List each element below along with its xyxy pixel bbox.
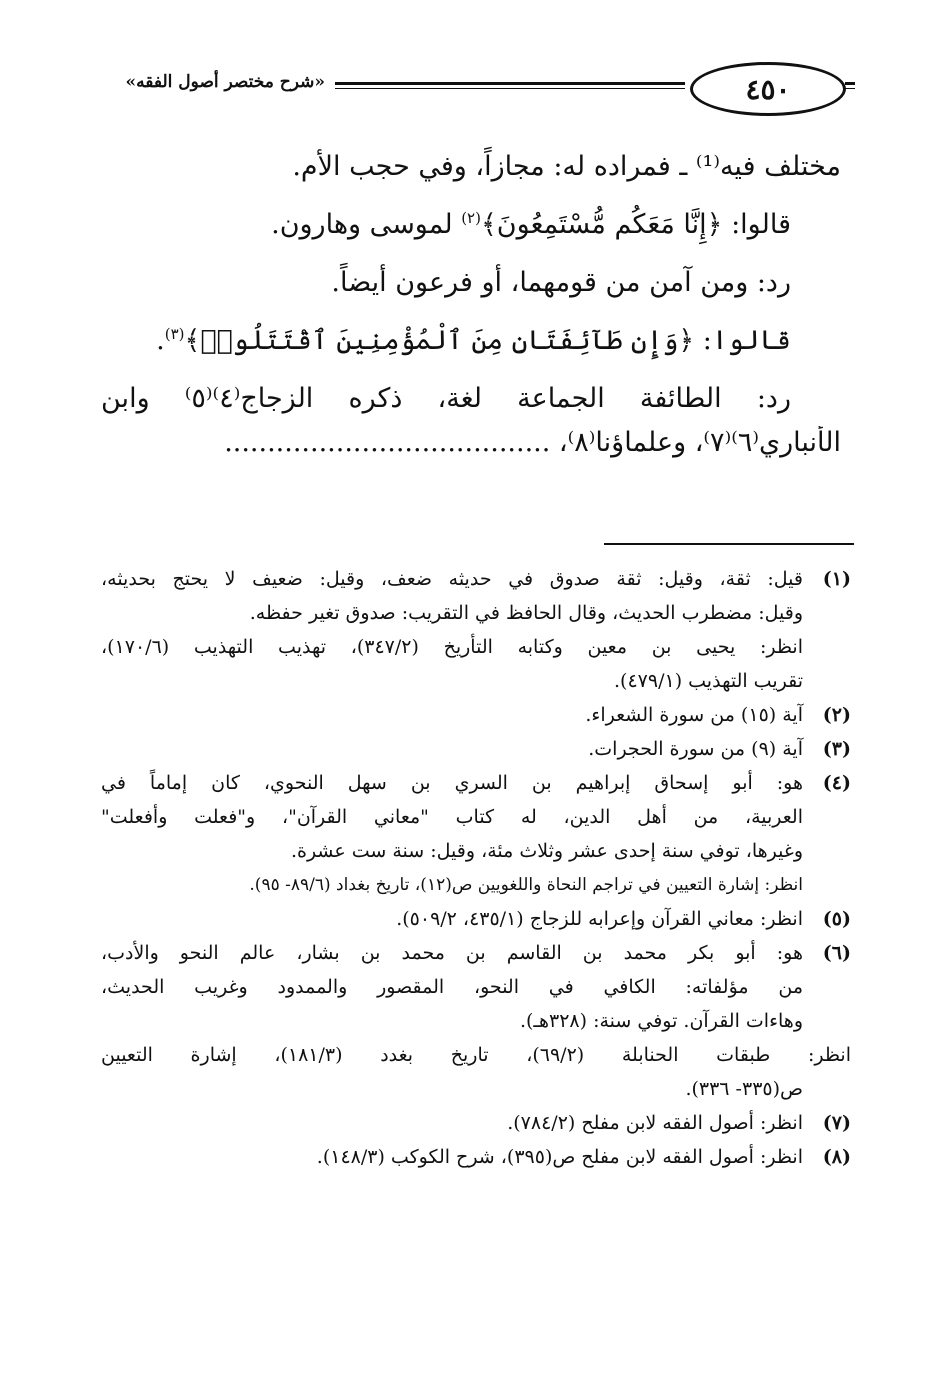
main-line-6: الأنباري⁽٦⁾⁽٧⁾، وعلماؤنا⁽٨⁾، ...................................... [224, 427, 841, 458]
footnote-number: (٦) [822, 942, 851, 964]
footnote-4 [101, 766, 851, 902]
header-rule-right-thin [845, 88, 855, 89]
footnote-line: انظر: يحيى بن معين وكتابه التأريخ (٣٤٧/٢)، تهذيب التهذيب (١٧٠/٦)، [101, 636, 803, 658]
running-title: «شرح مختصر أصول الفقه» [125, 72, 325, 92]
said-label-2: قالوا: [694, 325, 791, 356]
footnote-line: وقيل: مضطرب الحديث، وقال الحافظ في التقريب: صدوق تغير حفظه. [249, 602, 803, 624]
main-text [101, 150, 841, 484]
footnote-line: آية (٩) من سورة الحجرات. [588, 738, 803, 760]
said-label: قالوا: [722, 209, 791, 240]
footnote-line: انظر: معاني القرآن وإعرابه للزجاج (٤٣٥/١، ٥٠٩/٢). [396, 908, 803, 930]
footnote-line: انظر: طبقات الحنابلة (٦٩/٢)، تاريخ بغدد (١٨١/٣)، إشارة التعيين [101, 1044, 851, 1066]
footnote-number: (٢) [822, 704, 851, 726]
footnote-line: وغيرها، توفي سنة إحدى عشر وثلاث مئة، وقيل: سنة ست عشرة. [290, 840, 803, 862]
footnote-line: العربية، من أهل الدين، له كتاب "معاني القرآن"، و"فعلت وأفعلت" [101, 806, 803, 828]
footnote-line: هو: أبو إسحاق إبراهيم بن السري بن سهل النحوي، كان إماماً في [101, 772, 803, 794]
footnote-line: انظر: أصول الفقه لابن مفلح ص(٣٩٥)، شرح الكوكب (١٤٨/٣). [316, 1146, 803, 1168]
quran-verse-1: ﴿إِنَّا مَعَكُم مُّسْتَمِعُونَ﴾ [480, 209, 723, 240]
footnote-line: قيل: ثقة، وقيل: ثقة صدوق في حديثه ضعف، وقيل: ضعيف لا يحتج بحديثه، [101, 568, 803, 590]
page-header [95, 52, 855, 122]
page-number: ٤٥٠ [745, 72, 791, 106]
footnote-number: (٨) [822, 1146, 851, 1168]
line-4-tail: . [156, 325, 165, 356]
footnotes [101, 562, 851, 1174]
footnote-number: (٤) [822, 772, 851, 794]
page-number-oval [690, 62, 846, 116]
footnote-line: تقريب التهذيب (٤٧٩/١). [614, 670, 803, 692]
footnote-7 [101, 1106, 851, 1140]
footnote-separator [604, 543, 854, 545]
footnote-number: (١) [822, 568, 851, 590]
footnote-ref-3: (٣) [164, 325, 185, 343]
main-line-2 [101, 208, 841, 266]
main-line-3: رد: ومن آمن من قومهما، أو فرعون أيضاً. [331, 267, 791, 298]
footnote-number: (٣) [822, 738, 851, 760]
line-2-tail: لموسى وهارون. [271, 209, 462, 240]
main-line-5: رد: الطائفة الجماعة لغة، ذكره الزجاج⁽٤⁾⁽٥⁾ وابن [101, 383, 791, 414]
footnote-ref-2: (٢) [461, 209, 481, 227]
footnote-6 [101, 936, 851, 1038]
footnote-line: وهاءات القرآن. توفي سنة: (٣٢٨هـ). [519, 1010, 803, 1032]
main-line-4 [101, 324, 841, 382]
footnote-6-ref [101, 1038, 851, 1106]
footnote-3 [101, 732, 851, 766]
quran-verse-2: ﴿وَإِن طَآئِفَتَانِ مِنَ ٱلْمُؤْمِنِينَ ٱقْتَتَلُوا۟﴾ [184, 325, 695, 356]
footnote-line: من مؤلفاته: الكافي في النحو، المقصور والممدود وغريب الحديث، [101, 976, 803, 998]
footnote-2 [101, 698, 851, 732]
footnote-number: (٥) [822, 908, 851, 930]
main-line-1: مختلف فيه⁽¹⁾ ـ فمراده له: مجازاً، وفي حجب الأم. [292, 151, 841, 182]
footnote-8 [101, 1140, 851, 1174]
footnote-line: آية (١٥) من سورة الشعراء. [585, 704, 803, 726]
footnote-line: انظر: إشارة التعيين في تراجم النحاة واللغويين ص(١٢)، تاريخ بغداد (٨٩/٦- ٩٥). [249, 875, 803, 895]
footnote-line: انظر: أصول الفقه لابن مفلح (٧٨٤/٢). [507, 1112, 803, 1134]
header-rule-left [335, 82, 685, 85]
footnote-line: هو: أبو بكر محمد بن القاسم بن محمد بن بشار، عالم النحو والأدب، [101, 942, 803, 964]
footnote-number: (٧) [822, 1112, 851, 1134]
header-rule-right [845, 82, 855, 85]
footnote-line: ص(٣٣٥- ٣٣٦). [685, 1078, 803, 1100]
header-rule-left-thin [335, 88, 685, 89]
footnote-5 [101, 902, 851, 936]
footnote-1 [101, 562, 851, 698]
